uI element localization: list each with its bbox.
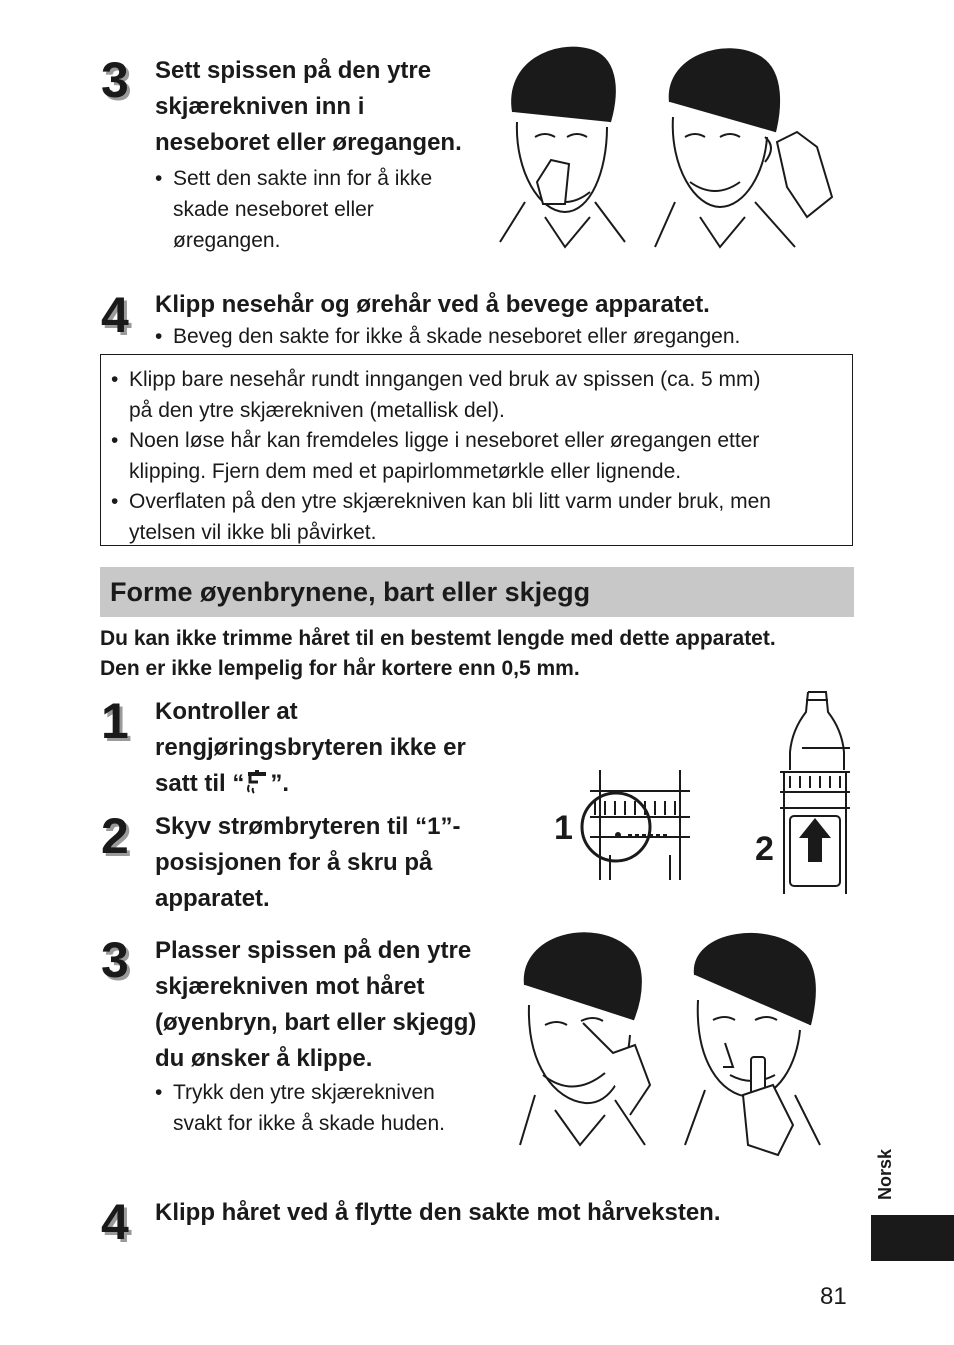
step-2-text [155,809,515,917]
intro-line: Du kan ikke trimme håret til en bestemt lengde med dette apparatet. [100,627,776,650]
step-bullet [155,1077,515,1139]
step-line: skjærekniven mot håret [155,973,425,1000]
step-1-text [155,694,515,802]
step-number: 3 [101,52,127,108]
step-number: 1 [101,693,127,749]
eyebrow-beard-trimming-illustration [515,925,845,1165]
note-line: Klipp bare nesehår rundt inngangen ved bruk av spissen (ca. 5 mm) [129,368,761,391]
note-line: Noen løse hår kan fremdeles ligge i neseboret eller øregangen etter [129,429,760,452]
step-heading-line: Sett spissen på den ytre [155,57,432,84]
bullet-line: Sett den sakte inn for å ikke [173,167,433,190]
step-bullet [155,163,495,256]
note-item [111,426,842,487]
step-number: 3 [101,932,127,988]
faucet-icon [244,769,270,795]
intro-line: Den er ikke lempelig for hår kortere enn 0,5 mm. [100,657,580,680]
bullet-line: svakt for ikke å skade huden. [173,1112,445,1135]
step-line: posisjonen for å skru på [155,849,433,876]
language-tab-marker [871,1215,954,1261]
section-header [100,567,854,617]
step-3-text [155,933,515,1139]
bullet-line: Trykk den ytre skjærekniven [173,1081,435,1104]
note-line: Overflaten på den ytre skjærekniven kan bli litt varm under bruk, men [129,490,771,513]
step-4-heading: Klipp håret ved å flytte den sakte mot hårveksten. [155,1199,721,1226]
bullet-line: øregangen. [173,229,281,252]
step-line: apparatet. [155,885,270,912]
step-line [155,766,515,802]
step-3-text [155,53,495,256]
step-4-heading: Klipp nesehår og ørehår ved å bevege apparatet. [155,291,710,318]
note-line: ytelsen vil ikke bli påvirket. [129,520,377,544]
figure-label-1: 1 [554,809,573,847]
step-line-part: ”. [270,770,290,797]
note-item [111,487,842,548]
step-heading-line: neseboret eller øregangen. [155,129,462,156]
section-intro [100,624,776,684]
power-switch-illustration [750,688,850,900]
step-heading-line: skjærekniven inn i [155,93,365,120]
step-line: (øyenbryn, bart eller skjegg) [155,1009,477,1036]
step-line: rengjøringsbryteren ikke er [155,734,466,761]
step-line: Plasser spissen på den ytre [155,937,472,964]
language-text: Norsk [875,1148,896,1200]
step-4-bullet: • Beveg den sakte for ikke å skade neseboret eller øregangen. [155,321,954,352]
language-label [866,1140,906,1208]
note-box [100,354,853,546]
step-number: 2 [101,808,127,864]
step-number: 4 [101,1194,127,1250]
note-line: klipping. Fjern dem med et papirlommetørkle eller lignende. [129,459,682,483]
step-line: du ønsker å klippe. [155,1045,373,1072]
bullet-line: skade neseboret eller [173,198,374,221]
note-line: på den ytre skjærekniven (metallisk del). [129,398,505,422]
step-line-part: satt til “ [155,770,245,797]
figure-label-2: 2 [755,830,774,868]
section-title: Forme øyenbrynene, bart eller skjegg [110,577,591,607]
step-number: 4 [101,287,127,343]
step-line: Kontroller at [155,698,298,725]
nose-ear-trimming-illustration [495,42,840,260]
step-line: Skyv strømbryteren til “1”- [155,813,461,840]
switch-detail-illustration [550,765,700,883]
page-number: 81 [820,1283,847,1310]
note-item [111,365,842,426]
